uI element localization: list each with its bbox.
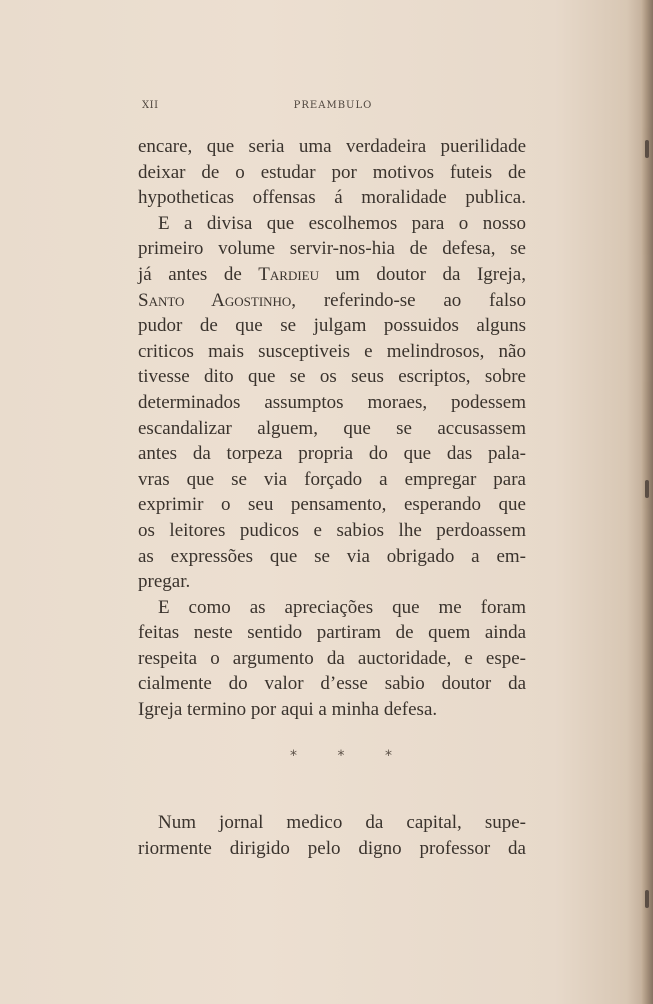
text-line: encare, que seria uma verdadeira puerilidade [138,136,526,157]
text-fragment: referindo-se ao falso [323,289,526,311]
page-number: XII [142,100,159,111]
edge-mark [645,140,649,158]
text-line: escandalizar alguem, que se accusassem [138,417,526,439]
author-name-santo-agostinho: Santo Agostinho, [138,289,297,311]
text-line: tivesse dito que se os seus escriptos, sobre [138,366,526,388]
text-line: respeita o argumento da auctoridade, e espe- [138,647,526,669]
body-text-continued [138,810,526,861]
text-line: vras que se via forçado a empregar para [138,468,526,490]
text-line [138,288,526,314]
text-line: hypotheticas offensas á moralidade publica. [138,187,526,209]
text-line: os leitores pudicos e sabios lhe perdoassem [138,519,526,541]
text-line: primeiro volume servir-nos-hia de defesa, se [138,238,526,260]
edge-mark [645,890,649,908]
text-line: pregar. [138,571,191,593]
text-line: feitas neste sentido partiram de quem ainda [138,622,526,644]
text-fragment: já antes de [138,263,242,285]
text-line: exprimir o seu pensamento, esperando que [138,494,526,516]
text-line: riormente dirigido pelo digno professor da [138,837,526,859]
text-line: E a divisa que escolhemos para o nosso [158,212,526,234]
text-line: pudor de que se julgam possuidos alguns [138,315,526,337]
page-header [142,100,524,114]
text-line: criticos mais susceptiveis e melindrosos, não [138,340,526,362]
author-name-tardieu: Tardieu [258,263,319,285]
text-line: Igreja termino por aqui a minha defesa. [138,699,438,721]
text-line: E como as apreciações que me foram [158,596,526,618]
text-line [138,262,526,288]
page-edge [641,0,653,1004]
text-line: deixar de o estudar por motivos futeis de [138,161,526,183]
text-line: as expressões que se via obrigado a em- [138,545,526,567]
text-fragment: um doutor da Igreja, [335,263,526,285]
text-line: cialmente do valor d’esse sabio doutor da [138,673,526,695]
body-text [138,134,526,723]
text-line: determinados assumptos moraes, podessem [138,391,526,413]
edge-mark [645,480,649,498]
section-separator: * * * [290,748,410,764]
text-line: antes da torpeza propria do que das pala- [138,443,526,465]
running-head: PREAMBULO [293,100,373,111]
text-line: Num jornal medico da capital, supe- [158,812,526,833]
